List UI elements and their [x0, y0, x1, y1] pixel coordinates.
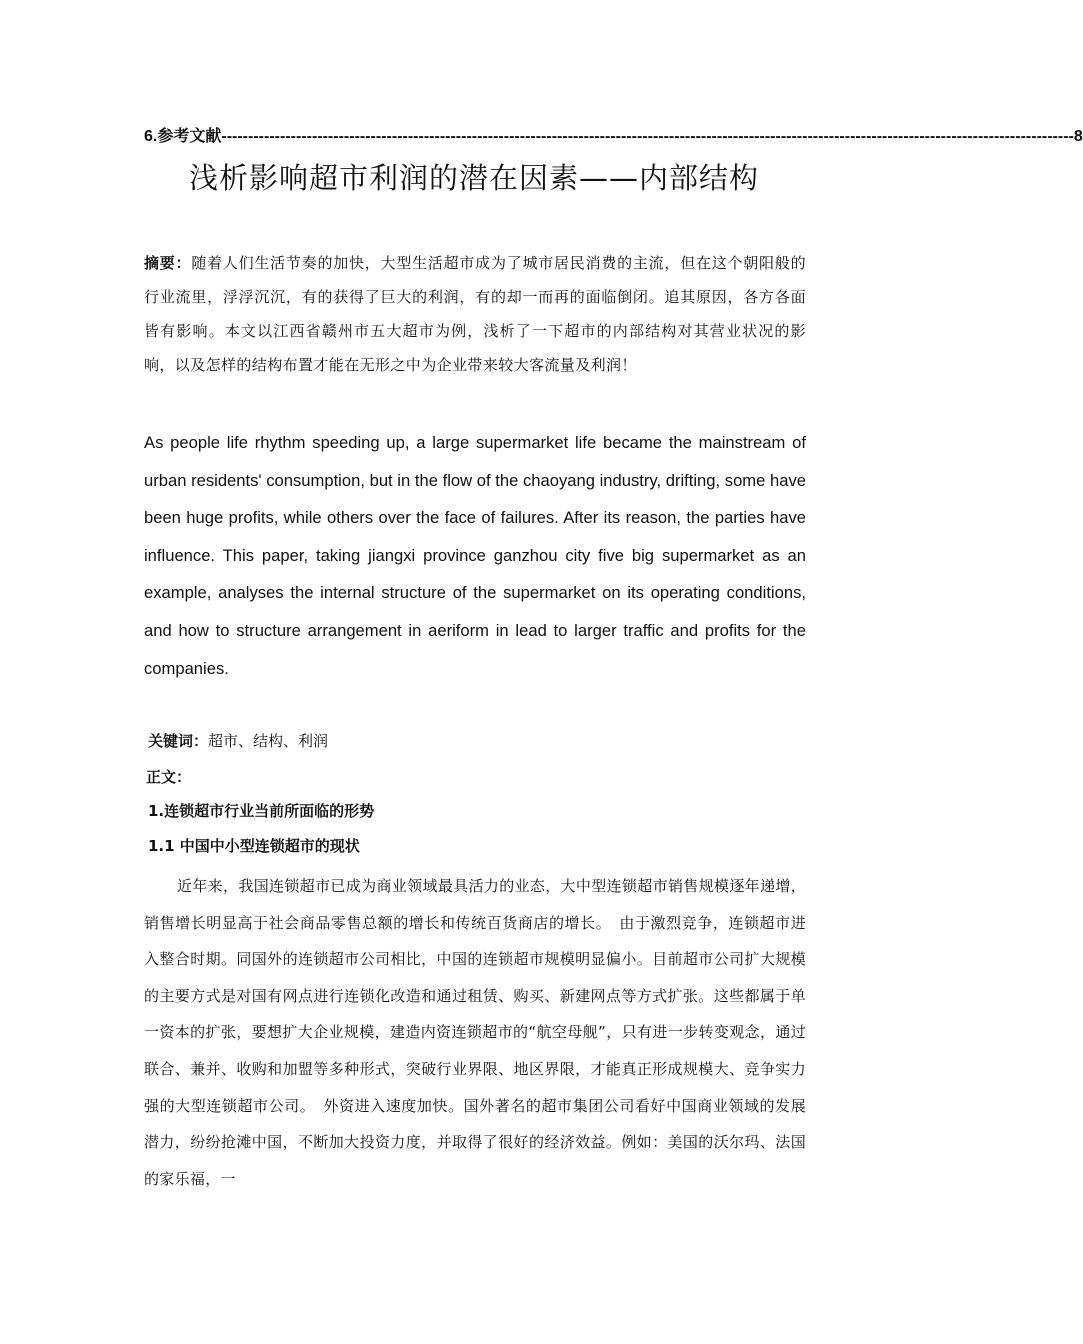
body-label: 正文： [146, 768, 192, 786]
body-paragraph: 近年来，我国连锁超市已成为商业领域最具活力的业态，大中型连锁超市销售规模逐年递增，销售增长明显高于社会商品零售总额的增长和传统百货商店的增长。 由于激烈竞争，连锁超市进入整合时期。同国外的连锁超市公司相比，中国的连锁超市规模明显偏小。目前超市公司扩大规模的主要方式是对国有网点进行连锁化改造和通过租赁、购买、新建网点等方式扩张。这些都属于单一资本的扩张，要想扩大企业规模，建造内资连锁超市的“航空母舰”，只有进一步转变观念，通过联合、兼并、收购和加盟等多种形式，突破行业界限、地区界限，才能真正形成规模大、竞争实力强的大型连锁超市公司。 外资进入速度加快。国外著名的超市集团公司看好中国商业领域的发展潜力，纷纷抢滩中国，不断加大投资力度，并取得了很好的经济效益。例如：美国的沃尔玛、法国的家乐福，一 [144, 877, 806, 1188]
keywords-label: 关键词： [148, 732, 209, 750]
toc-page-number: 8 [1073, 128, 1083, 145]
document-title: 浅析影响超市利润的潜在因素——内部结构 [188, 161, 759, 195]
abstract-english: As people life rhythm speeding up, a large supermarket life became the mainstream of urban residents' consumption, but in the flow of the chaoyang industry, drifting, some have been huge profits, while others over the face of failures. After its reason, the parties have influence. This paper, taking jiangxi province ganzhou city five big supermarket as an example, analyses the internal structure of the supermarket on its operating conditions, and how to structure arrangement in aeriform in lead to larger traffic and profits for the companies. [144, 433, 806, 678]
section-heading-1-1: 1.1 中国中小型连锁超市的现状 [148, 837, 360, 855]
abstract-chinese [144, 246, 806, 382]
section-heading-1: 1.连锁超市行业当前所面临的形势 [148, 802, 375, 820]
keywords-text: 超市、结构、利润 [208, 732, 329, 750]
toc-entry-references[interactable] [144, 126, 1083, 148]
toc-entry-label: 6.参考文献 [144, 128, 222, 145]
toc-leader: ---------------------------------------------------------------------------------------------------------------------------------------------------------------- [221, 128, 1074, 145]
keywords-line [148, 728, 808, 754]
abstract-label: 摘要： [144, 254, 192, 272]
abstract-chinese-text: 随着人们生活节奏的加快，大型生活超市成为了城市居民消费的主流，但在这个朝阳般的行业流里，浮浮沉沉，有的获得了巨大的利润，有的却一而再的面临倒闭。追其原因，各方各面皆有影响。本文以江西省赣州市五大超市为例，浅析了一下超市的内部结构对其营业状况的影响，以及怎样的结构布置才能在无形之中为企业带来较大客流量及利润！ [144, 254, 806, 374]
